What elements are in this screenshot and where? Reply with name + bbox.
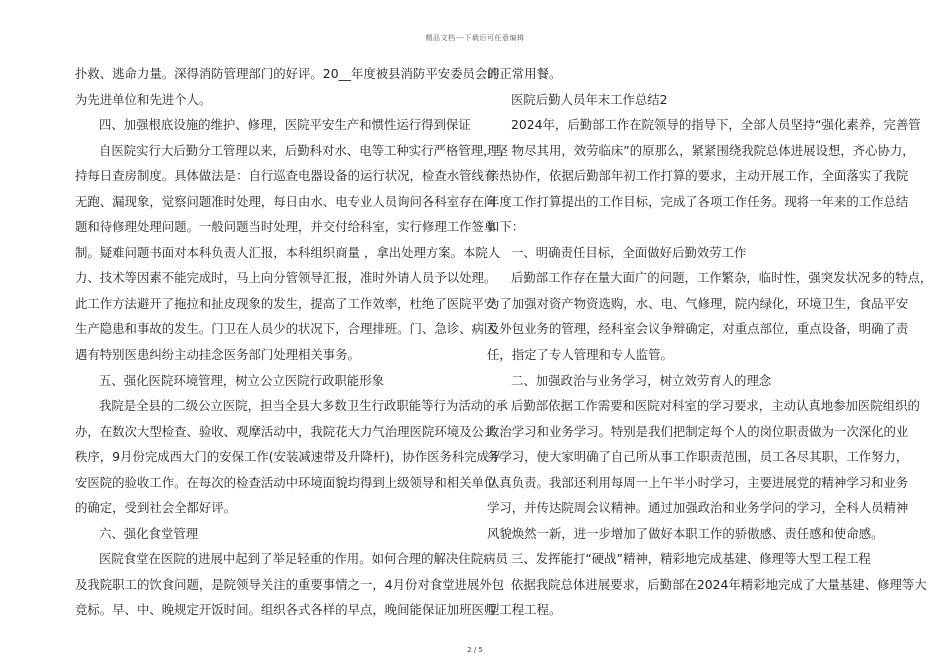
text-line: 制。疑难问题书面对本科负责人汇报，本科组织商量 ，拿出处理方案。本院人 <box>75 244 501 260</box>
section-heading: 五、强化医院环境管理，树立公立医院行政职能形象 <box>99 372 384 388</box>
section-heading: 四、加强根底设施的维护、修理，医院平安生产和惯性运行得到保证 <box>99 117 471 133</box>
text-line: 题和待修理处理问题。一般问题当时处理，并交付给科室，实行修理工作签单 <box>75 219 497 235</box>
text-line: 秩序，9月份完成西大门的安保工作(安装减速带及升降杆)，协作医务科完成平 <box>75 449 502 465</box>
text-line: 遇有特别医患纠纷主动挂念医务部门处理相关事务。 <box>75 347 360 363</box>
text-line: 医院食堂在医院的进展中起到了举足轻重的作用。如何合理的解决住院病员 <box>99 551 508 567</box>
text-line: 2024年，后勤部工作在院领导的指导下，全部人员坚持“强化素养，完善管 <box>511 117 921 133</box>
text-line: 的正常用餐。 <box>487 66 562 81</box>
text-line: 任，指定了专人管理和专人监管。 <box>487 347 673 363</box>
section-heading: 二、加强政治与业务学习，树立效劳育人的理念 <box>511 372 772 388</box>
text-line: 自医院实行大后勤分工管理以来，后勤科对水、电等工种实行严格管理，坚 <box>99 142 508 158</box>
text-line: 政治学习和业务学习。特别是我们把制定每个人的岗位职责做为一次深化的业 <box>487 423 909 439</box>
text-line: 持每日查房制度。具体做法是：自行巡查电器设备的运行状况，检查水管线有 <box>75 168 497 184</box>
text-line: 生产隐患和事故的发生。门卫在人员少的状况下，合理排班。门、急诊、病区 <box>75 321 497 337</box>
text-line: 型工程工程。 <box>487 602 562 618</box>
text-line: 理，物尽其用，效劳临床”的原那么，紧紧围绕我院总体进展设想，齐心协力， <box>487 142 915 158</box>
text-line: 扑救、逃命力量。深得消防管理部门的好评。20__年度被县消防平安委员会评 <box>75 66 500 81</box>
text-line: 务学习，使大家明确了自己所从事工作职责范围，员工各尽其职，工作努力， <box>487 449 909 465</box>
text-line: 年度工作打算提出的工作目标，完成了各项工作任务。现将一年来的工作总结 <box>487 193 909 209</box>
text-line: 如下： <box>487 219 525 235</box>
text-line: 办，在数次大型检查、验收、观摩活动中，我院花大力气治理医院环境及公共 <box>75 423 497 439</box>
text-line: 的确定，受到社会全都好评。 <box>75 500 237 516</box>
text-line: 无跑、漏现象，觉察问题准时处理，每日由水、电专业人员询问各科室存在问 <box>75 193 497 209</box>
text-line: 亲热协作，依据后勤部年初工作打算的要求，主动开展工作，全面落实了我院 <box>487 168 909 184</box>
text-line: 后勤部工作存在量大面广的问题，工作繁杂，临时性，强突发状况多的特点， <box>511 270 933 286</box>
text-line: 依据我院总体进展要求，后勤部在2024年精彩地完成了大量基建、修理等大 <box>511 576 927 592</box>
section-heading: 六、强化食堂管理 <box>99 525 199 541</box>
page-number: 2 / 5 <box>467 646 483 654</box>
section-title: 医院后勤人员年末工作总结2 <box>511 91 668 107</box>
text-line: 风貌焕然一新，进一步增加了做好本职工作的骄傲感、责任感和使命感。 <box>487 525 884 541</box>
text-line: 及我院职工的饮食问题，是院领导关注的重要事情之一，4月份对食堂进展外包 <box>75 576 505 592</box>
text-line: 及外包业务的管理，经科室会议争辩确定，对重点部位，重点设备，明确了责 <box>487 321 909 337</box>
text-line: 为了加强对资产物资选购，水、电、气修理，院内绿化，环境卫生，食品平安 <box>487 295 909 311</box>
text-line: 竞标。早、中、晚规定开饭时间。组织各式各样的早点，晚间能保证加班医师 <box>75 602 497 618</box>
section-heading: 一、明确责任目标，全面做好后勤效劳工作 <box>511 244 747 260</box>
section-heading: 三、发挥能打“硬战”精神，精彩地完成基建、修理等大型工程工程 <box>511 551 871 567</box>
text-line: 后勤部依据工作需要和医院对科室的学习要求，主动认真地参加医院组织的 <box>511 398 920 414</box>
text-line: 我院是全县的二级公立医院，担当全县大多数卫生行政职能等行为活动的承 <box>99 398 508 414</box>
text-line: 此工作方法避开了拖拉和扯皮现象的发生，提高了工作效率，杜绝了医院平安 <box>75 295 497 311</box>
text-line: 安医院的验收工作。在每次的检查活动中环境面貌均得到上级领导和相关单位 <box>75 474 497 490</box>
text-line: 认真负责。我部还利用每周一上午半小时学习，主要进展党的精神学习和业务 <box>487 474 909 490</box>
text-line: 力、技术等因素不能完成时，马上向分管领导汇报，准时外请人员予以处理。 <box>75 270 497 286</box>
page-header: 精品文档---下载后可任意编辑 <box>425 34 525 42</box>
text-line: 为先进单位和先进个人。 <box>75 91 212 107</box>
right-column <box>487 64 933 626</box>
text-line: 学习，并传达院周会议精神。通过加强政治和业务学问的学习，全科人员精神 <box>487 500 909 516</box>
